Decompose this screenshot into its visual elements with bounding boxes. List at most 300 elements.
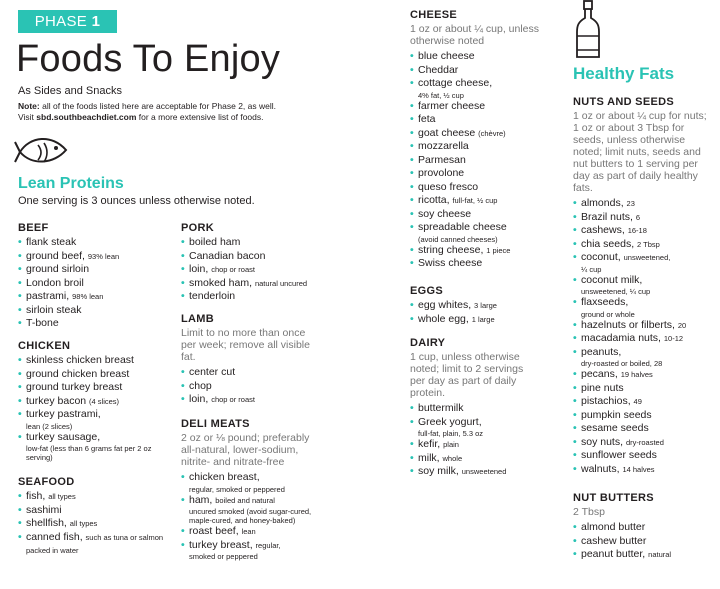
bullet-icon: •: [410, 438, 414, 450]
bullet-icon: •: [18, 408, 22, 420]
food-name: turkey breast,: [189, 538, 253, 551]
food-note: 93% lean: [87, 251, 120, 261]
food-item-ground-sirloin: [18, 263, 178, 277]
group-deli-meats: [181, 418, 321, 561]
food-detail: ¼ cup: [581, 264, 602, 274]
bullet-icon: •: [573, 296, 577, 308]
food-item-peanuts: [573, 346, 715, 369]
page-title: Foods To Enjoy: [16, 38, 281, 80]
food-name: soy cheese: [418, 207, 472, 220]
food-detail: uncured smoked (avoid sugar-cured, maple-cured, and honey-baked): [189, 507, 312, 525]
food-item-chicken-breast: [181, 471, 321, 494]
food-item-turkey-pastrami: [18, 408, 178, 431]
phase-label: PHASE: [34, 13, 88, 30]
food-item-queso-fresco: [410, 181, 560, 195]
food-note: lean: [241, 527, 256, 536]
group-description: 1 oz or about ¼ cup, unless otherwise noted: [410, 23, 539, 47]
food-item-provolone: [410, 167, 560, 181]
food-note: such as tuna or salmon packed in water: [26, 532, 164, 555]
group-seafood: [18, 476, 178, 558]
food-name: cashew butter: [581, 534, 647, 547]
bullet-icon: •: [573, 368, 577, 380]
food-name: tenderloin: [189, 290, 236, 302]
food-item-flaxseeds: [573, 296, 715, 319]
food-name: spreadable cheese: [418, 221, 507, 233]
food-note: 23: [626, 199, 635, 208]
food-list: [410, 402, 538, 479]
food-name: center cut: [189, 366, 236, 378]
food-name: turkey pastrami,: [26, 408, 101, 420]
bullet-icon: •: [410, 207, 414, 220]
food-name: canned fish,: [26, 530, 83, 543]
food-name: hazelnuts or filberts,: [581, 318, 675, 331]
food-name: blue cheese: [418, 50, 475, 62]
food-item-loin: [181, 393, 311, 407]
food-name: coconut milk,: [581, 273, 643, 286]
food-item-ground-beef: [18, 250, 178, 264]
bullet-icon: •: [18, 367, 22, 380]
food-name: provolone: [418, 167, 465, 179]
food-item-swiss-cheese: [410, 257, 560, 271]
food-item-smoked-ham: [181, 277, 331, 291]
food-detail: ground or whole: [581, 309, 635, 319]
food-list: [410, 299, 560, 326]
group-heading: DAIRY: [410, 337, 446, 349]
food-note: natural: [648, 550, 672, 559]
food-item-coconut-milk: [573, 274, 715, 297]
food-note: 98% lean: [72, 292, 104, 301]
food-item-cashew-butter: [573, 535, 715, 549]
group-description: 2 Tbsp: [573, 506, 605, 518]
food-name: macadamia nuts,: [581, 332, 661, 344]
food-note: plain: [443, 440, 459, 449]
bullet-icon: •: [410, 99, 414, 112]
food-note: 1 piece: [486, 245, 511, 255]
group-heading: PORK: [181, 222, 214, 234]
food-item-almonds: [573, 197, 715, 211]
bullet-icon: •: [181, 249, 185, 262]
food-name: turkey bacon: [26, 394, 87, 407]
bullet-icon: •: [18, 236, 22, 248]
food-item-skinless-chicken-breast: [18, 354, 178, 368]
group-chicken: [18, 340, 178, 462]
food-note: 49: [633, 397, 642, 406]
bullet-icon: •: [410, 126, 414, 139]
group-nut-butters: [573, 492, 715, 562]
food-note: 3 large: [474, 301, 497, 310]
food-note: dry-roasted: [625, 437, 664, 447]
food-name: mozzarella: [418, 140, 469, 152]
food-name: cashews,: [581, 224, 625, 236]
food-item-pastrami: [18, 290, 178, 304]
bullet-icon: •: [18, 530, 22, 543]
food-name: ground turkey breast: [26, 381, 123, 393]
bullet-icon: •: [410, 113, 414, 125]
food-list: [18, 490, 178, 558]
food-note: natural uncured: [254, 278, 308, 288]
food-item-buttermilk: [410, 402, 538, 416]
food-name: loin,: [189, 393, 209, 405]
food-item-sesame-seeds: [573, 422, 715, 436]
food-note: (4 slices): [89, 396, 120, 406]
group-beef: [18, 222, 178, 331]
food-item-ham: [181, 494, 321, 526]
food-item-greek-yogurt: [410, 416, 538, 439]
food-name: pine nuts: [581, 381, 624, 394]
food-name: peanut butter,: [581, 548, 646, 560]
bullet-icon: •: [410, 180, 414, 193]
food-item-ground-turkey-breast: [18, 381, 178, 395]
food-name: walnuts,: [581, 462, 620, 475]
group-cheese: [410, 9, 560, 271]
food-name: egg whites,: [418, 299, 472, 311]
bullet-icon: •: [18, 263, 22, 275]
food-note: unsweetened: [461, 467, 507, 476]
food-item-ground-chicken-breast: [18, 368, 178, 382]
food-item-milk: [410, 452, 538, 466]
food-item-almond-butter: [573, 521, 715, 535]
food-item-t-bone: [18, 317, 178, 331]
bullet-icon: •: [573, 197, 577, 209]
bullet-icon: •: [410, 257, 414, 269]
bullet-icon: •: [573, 224, 577, 236]
food-name: Greek yogurt,: [418, 415, 482, 428]
food-note: 14 halves: [622, 464, 655, 474]
food-name: farmer cheese: [418, 99, 486, 112]
food-list: [573, 197, 715, 476]
bullet-icon: •: [18, 517, 22, 529]
food-name: turkey sausage,: [26, 430, 101, 443]
food-name: almond butter: [581, 521, 646, 533]
bullet-icon: •: [573, 332, 577, 344]
bullet-icon: •: [573, 462, 577, 475]
food-item-soy-nuts: [573, 436, 715, 450]
phase-number: 1: [91, 13, 101, 30]
food-name: loin,: [189, 263, 209, 275]
food-name: pastrami,: [26, 290, 70, 302]
food-item-walnuts: [573, 463, 715, 477]
food-name: sirloin steak: [26, 303, 82, 316]
food-item-flank-steak: [18, 236, 178, 250]
bullet-icon: •: [573, 345, 577, 358]
food-item-brazil-nuts: [573, 211, 715, 225]
fish-icon: [14, 128, 72, 174]
bullet-icon: •: [573, 273, 577, 286]
bullet-icon: •: [18, 249, 22, 262]
bullet-icon: •: [181, 538, 185, 551]
food-name: soy milk,: [418, 465, 459, 477]
bullet-icon: •: [573, 548, 577, 560]
food-note: all types: [48, 492, 76, 501]
food-item-ricotta: [410, 194, 560, 208]
bullet-icon: •: [181, 393, 185, 405]
food-name: coconut,: [581, 251, 621, 263]
bullet-icon: •: [181, 236, 185, 248]
food-list: [18, 236, 178, 331]
bullet-icon: •: [18, 394, 22, 407]
group-heading: CHEESE: [410, 9, 458, 21]
food-item-cottage-cheese: [410, 77, 560, 100]
bullet-icon: •: [18, 503, 22, 516]
food-name: pumpkin seeds: [581, 408, 652, 421]
food-item-feta: [410, 113, 560, 127]
food-item-boiled-ham: [181, 236, 331, 250]
food-item-soy-milk: [410, 465, 538, 479]
bullet-icon: •: [181, 493, 185, 506]
food-name: T-bone: [26, 317, 59, 329]
bullet-icon: •: [573, 381, 577, 394]
food-note: 1 large: [471, 314, 495, 324]
bullet-icon: •: [18, 490, 22, 502]
food-item-sirloin-steak: [18, 304, 178, 318]
food-item-pecans: [573, 368, 715, 382]
food-name: sesame seeds: [581, 422, 649, 434]
oil-bottle-icon: [574, 0, 602, 60]
food-item-loin: [181, 263, 331, 277]
food-item-tenderloin: [181, 290, 331, 304]
food-item-sashimi: [18, 504, 178, 518]
food-item-hazelnuts-or-filberts: [573, 319, 715, 333]
phase-badge: [18, 10, 117, 33]
food-list: [181, 236, 331, 304]
food-name: ricotta,: [418, 194, 450, 206]
bullet-icon: •: [181, 290, 185, 302]
food-item-cheddar: [410, 64, 560, 78]
food-detail: lean (2 slices): [26, 421, 73, 431]
food-name: kefir,: [418, 438, 441, 450]
food-item-chop: [181, 380, 311, 394]
food-item-shellfish: [18, 517, 178, 531]
note-text: all of the foods listed here are acceptable for Phase 2, as well.: [39, 101, 276, 111]
group-heading: CHICKEN: [18, 340, 71, 352]
food-name: fish,: [26, 490, 46, 502]
group-description: 1 cup, unless otherwise noted; limit to 2 servings per day as part of daily protein.: [410, 351, 524, 399]
bullet-icon: •: [573, 435, 577, 448]
food-name: ground chicken breast: [26, 367, 130, 380]
food-note: 2 Tbsp: [637, 239, 660, 249]
bullet-icon: •: [410, 415, 414, 428]
group-heading: BEEF: [18, 222, 49, 234]
food-name: ground sirloin: [26, 263, 90, 275]
bullet-icon: •: [410, 167, 414, 179]
bullet-icon: •: [18, 430, 22, 443]
food-name: smoked ham,: [189, 276, 253, 289]
food-note: all types: [69, 519, 98, 528]
food-item-pine-nuts: [573, 382, 715, 396]
note-label: Note:: [18, 101, 40, 111]
food-note: 6: [635, 212, 641, 222]
food-detail: regular, smoked or peppered: [189, 484, 285, 494]
bullet-icon: •: [181, 263, 185, 275]
food-list: [18, 354, 178, 462]
bullet-icon: •: [410, 465, 414, 477]
food-item-kefir: [410, 438, 538, 452]
bullet-icon: •: [410, 299, 414, 311]
food-name: Cheddar: [418, 63, 459, 76]
bullet-icon: •: [410, 402, 414, 414]
bullet-icon: •: [573, 237, 577, 250]
food-name: flaxseeds,: [581, 296, 629, 308]
food-item-soy-cheese: [410, 208, 560, 222]
food-name: chop: [189, 379, 212, 392]
food-name: Swiss cheese: [418, 257, 483, 269]
food-item-center-cut: [181, 366, 311, 380]
bullet-icon: •: [573, 318, 577, 331]
food-name: shellfish,: [26, 517, 67, 529]
note-visit: Visit: [18, 112, 37, 122]
food-name: goat cheese: [418, 126, 476, 139]
food-item-pistachios: [573, 395, 715, 409]
food-detail: dry-roasted or boiled, 28: [581, 359, 663, 368]
food-item-whole-egg: [410, 313, 560, 327]
food-detail: (avoid canned cheeses): [418, 234, 498, 244]
bullet-icon: •: [18, 290, 22, 302]
group-heading: NUTS AND SEEDS: [573, 96, 674, 108]
food-item-sunflower-seeds: [573, 449, 715, 463]
food-note: 16-18: [627, 226, 647, 235]
food-note: whole: [442, 453, 463, 463]
page-subtitle: As Sides and Snacks: [18, 85, 122, 97]
food-item-cashews: [573, 224, 715, 238]
bullet-icon: •: [410, 194, 414, 206]
food-name: skinless chicken breast: [26, 354, 134, 366]
food-item-goat-cheese: [410, 127, 560, 141]
group-dairy: [410, 337, 538, 479]
group-description: Limit to no more than once per week; remove all visible fat.: [181, 327, 310, 363]
food-name: roast beef,: [189, 525, 239, 537]
food-name: Canadian bacon: [189, 249, 266, 262]
group-description: 2 oz or ⅛ pound; preferably all-natural, lower-sodium, nitrite- and nitrate-free: [181, 432, 310, 468]
food-name: chia seeds,: [581, 237, 635, 250]
food-name: London broil: [26, 276, 84, 289]
lean-proteins-title: Lean Proteins: [18, 175, 124, 192]
food-item-farmer-cheese: [410, 100, 560, 114]
food-item-pumpkin-seeds: [573, 409, 715, 423]
bullet-icon: •: [181, 379, 185, 392]
bullet-icon: •: [410, 63, 414, 76]
food-detail: unsweetened, ¼ cup: [581, 287, 651, 296]
food-note: unsweetened,: [623, 253, 671, 262]
food-detail: low-fat (less than 6 grams fat per 2 oz serving): [26, 444, 152, 462]
food-name: flank steak: [26, 236, 77, 248]
food-item-roast-beef: [181, 525, 321, 539]
food-item-mozzarella: [410, 140, 560, 154]
food-name: sunflower seeds: [581, 449, 657, 461]
food-name: pistachios,: [581, 395, 631, 407]
food-note: 10-12: [663, 334, 684, 343]
food-name: whole egg,: [418, 312, 469, 325]
bullet-icon: •: [573, 408, 577, 421]
bullet-icon: •: [410, 451, 414, 464]
bullet-icon: •: [573, 251, 577, 263]
food-note: chop or roast: [211, 265, 255, 274]
food-name: ground beef,: [26, 249, 85, 262]
group-lamb: [181, 313, 311, 407]
food-list: [181, 471, 321, 561]
food-note: chop or roast: [211, 395, 255, 404]
bullet-icon: •: [18, 317, 22, 329]
food-item-canned-fish: [18, 531, 178, 558]
page-note: [18, 101, 358, 123]
food-name: chicken breast,: [189, 471, 260, 483]
bullet-icon: •: [18, 303, 22, 316]
food-item-canadian-bacon: [181, 250, 331, 264]
bullet-icon: •: [181, 525, 185, 537]
food-note: boiled and natural: [215, 495, 275, 505]
food-name: almonds,: [581, 197, 624, 209]
bullet-icon: •: [573, 422, 577, 434]
food-name: ham,: [189, 493, 213, 506]
food-name: queso fresco: [418, 180, 479, 193]
food-name: cottage cheese,: [418, 77, 493, 89]
food-name: Brazil nuts,: [581, 210, 633, 223]
bullet-icon: •: [573, 534, 577, 547]
group-eggs: [410, 285, 560, 326]
group-heading: NUT BUTTERS: [573, 492, 654, 504]
food-item-spreadable-cheese: [410, 221, 560, 244]
bullet-icon: •: [181, 366, 185, 378]
bullet-icon: •: [18, 354, 22, 366]
food-item-chia-seeds: [573, 238, 715, 252]
food-name: pecans,: [581, 368, 618, 380]
group-heading: SEAFOOD: [18, 476, 75, 488]
bullet-icon: •: [410, 77, 414, 89]
food-detail: 4% fat, ½ cup: [418, 90, 464, 100]
note-text-end: for a more extensive list of foods.: [136, 112, 264, 122]
food-item-fish: [18, 490, 178, 504]
food-detail: full-fat, plain, 5.3 oz: [418, 429, 484, 438]
bullet-icon: •: [410, 50, 414, 62]
food-note: full-fat, ½ cup: [452, 196, 498, 205]
group-pork: [181, 222, 331, 304]
bullet-icon: •: [573, 449, 577, 461]
food-note: 19 halves: [620, 370, 653, 379]
food-list: [181, 366, 311, 407]
healthy-fats-title: Healthy Fats: [573, 64, 675, 83]
food-item-blue-cheese: [410, 50, 560, 64]
food-name: Parmesan: [418, 153, 466, 166]
food-item-egg-whites: [410, 299, 560, 313]
bullet-icon: •: [573, 395, 577, 407]
food-name: milk,: [418, 451, 440, 464]
food-name: buttermilk: [418, 402, 464, 414]
food-name: string cheese,: [418, 243, 484, 256]
food-item-turkey-breast: [181, 539, 321, 562]
food-note: 20: [677, 320, 687, 330]
bullet-icon: •: [573, 521, 577, 533]
group-heading: DELI MEATS: [181, 418, 250, 430]
food-name: soy nuts,: [581, 435, 624, 448]
serving-note: One serving is 3 ounces unless otherwise noted.: [18, 195, 255, 207]
food-detail: smoked or peppered: [189, 552, 258, 561]
food-list: [410, 50, 560, 271]
food-note: regular,: [255, 540, 281, 550]
food-item-coconut: [573, 251, 715, 274]
bullet-icon: •: [410, 153, 414, 166]
group-heading: LAMB: [181, 313, 214, 325]
food-item-london-broil: [18, 277, 178, 291]
food-item-turkey-bacon: [18, 395, 178, 409]
bullet-icon: •: [410, 140, 414, 152]
bullet-icon: •: [410, 243, 414, 256]
bullet-icon: •: [410, 221, 414, 233]
bullet-icon: •: [181, 471, 185, 483]
group-heading: EGGS: [410, 285, 443, 297]
food-item-string-cheese: [410, 244, 560, 258]
note-url-link[interactable]: sbd.southbeachdiet.com: [36, 112, 137, 122]
food-note: (chèvre): [478, 128, 506, 138]
food-name: boiled ham: [189, 236, 241, 248]
